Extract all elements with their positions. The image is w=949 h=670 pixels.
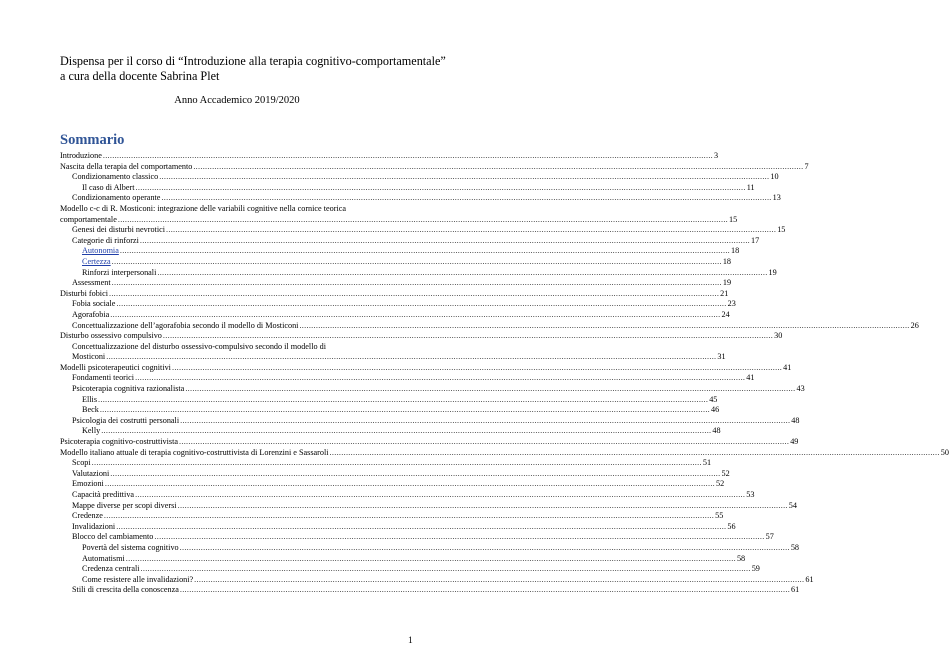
toc-entry[interactable] [60,447,949,459]
toc-entry[interactable] [60,320,919,332]
toc-entry-page: 48 [791,415,800,425]
toc-entry-page: 61 [805,574,814,584]
toc-dot-leader: .................................................................................................................................................................................................................................................................... [166,225,777,235]
toc-entry-page: 3 [714,151,719,160]
toc-dot-leader: .................................................................................................................................................................................................................................................................... [135,373,746,383]
toc-entry-page: 26 [910,320,919,330]
toc-entry-label[interactable]: Modello c-c di R. Mosticoni: integrazione delle variabili cognitive nella cornice teorica [60,203,347,213]
toc-dot-leader: .................................................................................................................................................................................................................................................................... [157,267,768,277]
toc-entry[interactable] [60,267,777,279]
toc-entry-label[interactable]: Disturbo ossessivo compulsivo [60,331,162,341]
toc-entry-page: 11 [746,182,755,192]
toc-entry[interactable] [60,426,721,437]
toc-entry-page: 17 [751,235,760,245]
toc-entry[interactable] [60,574,814,586]
toc-dot-leader: .................................................................................................................................................................................................................................................................... [125,553,736,563]
toc-entry-page: 30 [774,331,783,341]
toc-entry-label[interactable]: Scopi [72,458,91,468]
toc-entry-page: 23 [727,299,736,309]
toc-dot-leader: .................................................................................................................................................................................................................................................................... [154,532,765,542]
toc-entry-page: 43 [796,384,805,394]
toc-dot-leader: .................................................................................................................................................................................................................................................................... [116,299,727,309]
toc-entry[interactable] [60,373,755,384]
toc-entry-page: 61 [791,585,800,595]
toc-dot-leader: .................................................................................................................................................................................................................................................................... [171,362,783,372]
toc-dot-leader: .................................................................................................................................................................................................................................................................... [185,384,796,394]
toc-entry-label[interactable]: comportamentale [60,214,117,224]
toc-entry-label[interactable]: Automatismi [82,553,125,563]
toc-entry-page: 7 [804,161,809,171]
toc-dot-leader: .................................................................................................................................................................................................................................................................... [177,500,788,510]
toc-entry-label[interactable]: Fondamenti teorici [72,373,135,383]
toc-dot-leader: .................................................................................................................................................................................................................................................................... [193,161,804,171]
toc-entry-label[interactable]: Nascita della terapia del comportamento [60,161,193,171]
toc-dot-leader: .................................................................................................................................................................................................................................................................... [194,574,805,584]
toc-entry-page: 19 [722,278,732,288]
toc-entry[interactable] [60,352,726,363]
toc-entry[interactable] [60,553,746,565]
toc-entry-page: 19 [768,267,777,277]
toc-entry[interactable] [60,151,719,162]
toc-entry-page: 15 [777,225,786,235]
toc-entry-label[interactable]: Concettualizzazione dell’agorafobia secondo il modello di Mosticoni [72,320,299,330]
toc-entry-label[interactable]: Modello italiano attuale di terapia cognitivo-costruttivista di Lorenzini e Sassaroli [60,447,329,457]
toc-entry[interactable] [60,299,736,310]
toc-entry-page: 52 [716,479,725,489]
toc-entry[interactable] [60,182,755,194]
toc-dot-leader: .................................................................................................................................................................................................................................................................... [161,193,772,203]
toc-entry[interactable] [60,490,755,501]
toc-entry-label[interactable]: Psicoterapia cognitiva razionalista [72,384,185,394]
toc-dot-leader: .................................................................................................................................................................................................................................................................... [110,309,721,319]
toc-dot-leader: .................................................................................................................................................................................................................................................................... [179,542,790,552]
toc-entry[interactable] [60,309,730,321]
toc-entry[interactable] [60,384,805,395]
toc-entry-label[interactable]: Blocco del cambiamento [72,532,154,542]
toc-entry[interactable] [60,246,740,257]
toc-entry-label[interactable]: Certezza [82,256,111,266]
toc-entry-page: 46 [711,405,720,415]
toc-entry[interactable] [60,405,720,416]
toc-dot-leader: .................................................................................................................................................................................................................................................................... [102,151,714,160]
toc-heading: Sommario [60,132,125,148]
toc-entry[interactable] [60,161,809,173]
toc-entry[interactable] [60,468,730,480]
toc-entry[interactable] [60,500,797,512]
toc-dot-leader: .................................................................................................................................................................................................................................................................... [106,352,717,362]
toc-entry-page: 57 [765,532,774,542]
toc-entry[interactable] [60,278,732,289]
toc-dot-leader: .................................................................................................................................................................................................................................................................... [117,214,729,224]
toc-entry[interactable] [60,214,738,226]
toc-entry-label[interactable]: Il caso di Albert [82,182,135,192]
toc-entry-label[interactable]: Mappe diverse per scopi diversi [72,500,177,510]
toc-entry-label[interactable]: Autonomia [82,246,119,256]
toc-entry[interactable] [60,532,774,543]
toc-dot-leader: .................................................................................................................................................................................................................................................................... [91,458,702,468]
toc-entry-label[interactable]: Assessment [72,278,111,288]
toc-dot-leader: .................................................................................................................................................................................................................................................................... [104,479,716,489]
toc-entry-page: 53 [746,490,755,499]
toc-entry-page: 15 [729,214,738,224]
toc-entry-page: 55 [715,511,724,521]
toc-dot-leader: .................................................................................................................................................................................................................................................................... [180,415,791,425]
toc-entry-page: 49 [790,437,799,447]
toc-entry-page: 13 [772,193,781,203]
toc-entry[interactable] [60,437,799,448]
toc-entry-page: 48 [712,426,721,436]
toc-dot-leader: .................................................................................................................................................................................................................................................................... [103,511,715,521]
toc-entry-page: 45 [709,394,718,404]
toc-entry-page: 31 [717,352,726,362]
toc-entry-label[interactable]: Beck [82,405,99,415]
toc-entry-label[interactable]: Credenza centrali [82,564,140,574]
toc-entry-label[interactable]: Invalidazioni [72,521,116,531]
toc-entry-page: 41 [746,373,755,383]
toc-entry[interactable] [60,458,712,469]
toc-dot-leader: .................................................................................................................................................................................................................................................................... [179,437,790,447]
toc-dot-leader: .................................................................................................................................................................................................................................................................... [135,490,746,499]
toc-entry-label[interactable]: Modelli psicoterapeutici cognitivi [60,362,171,372]
toc-entry-label[interactable]: Stili di crescita della conoscenza [72,585,179,595]
toc-entry-page: 18 [722,256,732,266]
toc-entry-page: 58 [736,553,746,563]
toc-entry[interactable] [60,331,783,342]
toc-entry-label[interactable]: Kelly [82,426,101,436]
toc-dot-leader: .................................................................................................................................................................................................................................................................... [135,182,746,192]
toc-dot-leader: .................................................................................................................................................................................................................................................................... [162,331,774,341]
toc-entry[interactable] [60,288,729,300]
toc-entry[interactable] [60,542,800,554]
title-line-2: a cura della docente Sabrina Plet [60,69,220,83]
toc-dot-leader: .................................................................................................................................................................................................................................................................... [159,172,770,182]
toc-entry-label[interactable]: Mosticoni [72,352,106,362]
toc-dot-leader: .................................................................................................................................................................................................................................................................... [179,585,791,595]
toc-entry-label[interactable]: Psicologia dei costrutti personali [72,415,180,425]
toc-entry-label[interactable]: Emozioni [72,479,104,489]
toc-dot-leader: .................................................................................................................................................................................................................................................................... [299,320,910,330]
toc-entry-page: 54 [788,500,797,510]
toc-entry-page: 50 [940,447,949,457]
toc-entry[interactable] [60,193,781,204]
toc-entry[interactable] [60,511,724,522]
toc-entry[interactable] [60,172,779,183]
toc-entry-label[interactable]: Genesi dei disturbi nevrotici [72,225,165,235]
toc-entry-page: 58 [790,542,800,552]
toc-dot-leader: .................................................................................................................................................................................................................................................................... [98,394,709,404]
toc-entry-label[interactable]: Condizionamento classico [72,172,159,182]
toc-entry-label[interactable]: Come resistere alle invalidazioni? [82,574,194,584]
toc-entry-page: 18 [731,246,740,256]
toc-entry-label[interactable]: Psicoterapia cognitivo-costruttivista [60,437,179,447]
toc-entry-label[interactable]: Condizionamento operante [72,193,161,203]
toc-entry[interactable] [60,585,800,596]
toc-dot-leader: .................................................................................................................................................................................................................................................................... [108,288,720,298]
toc-entry-label[interactable]: Rinforzi interpersonali [82,267,157,277]
table-of-contents [60,151,949,596]
toc-entry-label[interactable]: Disturbi fobici [60,288,108,298]
toc-dot-leader: .................................................................................................................................................................................................................................................................... [116,521,727,531]
toc-entry-label[interactable]: Valutazioni [72,468,110,478]
toc-dot-leader: .................................................................................................................................................................................................................................................................... [329,447,940,457]
toc-entry-label[interactable]: Capacità predittiva [72,490,135,499]
toc-dot-leader: .................................................................................................................................................................................................................................................................... [111,278,722,288]
toc-dot-leader: .................................................................................................................................................................................................................................................................... [110,468,721,478]
toc-entry-label[interactable]: Fobia sociale [72,299,116,309]
toc-dot-leader: .................................................................................................................................................................................................................................................................... [99,405,711,415]
toc-dot-leader: .................................................................................................................................................................................................................................................................... [101,426,712,436]
toc-entry-page: 56 [727,521,736,531]
toc-entry[interactable] [60,415,800,427]
toc-entry-label[interactable]: Credenze [72,511,103,521]
toc-entry[interactable] [60,479,725,490]
toc-entry-page: 24 [721,309,730,319]
toc-entry-label[interactable]: Introduzione [60,151,102,160]
toc-dot-leader: .................................................................................................................................................................................................................................................................... [140,564,751,574]
toc-entry[interactable] [60,225,786,236]
title-line-1: Dispensa per il corso di “Introduzione alla terapia cognitivo-comportamentale” [60,54,446,68]
toc-entry[interactable] [60,204,418,215]
toc-dot-leader: .................................................................................................................................................................................................................................................................... [139,235,751,245]
toc-entry-label[interactable]: Agorafobia [72,309,110,319]
toc-entry[interactable] [60,256,732,268]
toc-entry[interactable] [60,362,792,374]
page-number: 1 [408,636,413,646]
academic-year: Anno Accademico 2019/2020 [174,95,300,106]
toc-entry[interactable] [60,342,418,353]
document-title [60,54,446,84]
toc-entry-label[interactable]: Concettualizzazione del disturbo ossessivo-compulsivo secondo il modello di [72,341,326,351]
toc-entry-label[interactable]: Categorie di rinforzi [72,235,139,245]
toc-entry[interactable] [60,521,736,533]
toc-entry-label[interactable]: Ellis [82,394,98,404]
toc-entry-page: 21 [720,288,729,298]
toc-entry-page: 51 [702,458,712,468]
toc-dot-leader: .................................................................................................................................................................................................................................................................... [111,256,722,266]
toc-dot-leader: .................................................................................................................................................................................................................................................................... [119,246,731,256]
toc-entry[interactable] [60,394,718,406]
toc-entry-page: 52 [721,468,730,478]
toc-entry-page: 59 [751,564,760,574]
toc-entry-page: 41 [783,362,792,372]
toc-entry-label[interactable]: Povertà del sistema cognitivo [82,542,179,552]
toc-entry[interactable] [60,564,760,575]
toc-entry[interactable] [60,235,760,247]
toc-entry-page: 10 [770,172,779,182]
